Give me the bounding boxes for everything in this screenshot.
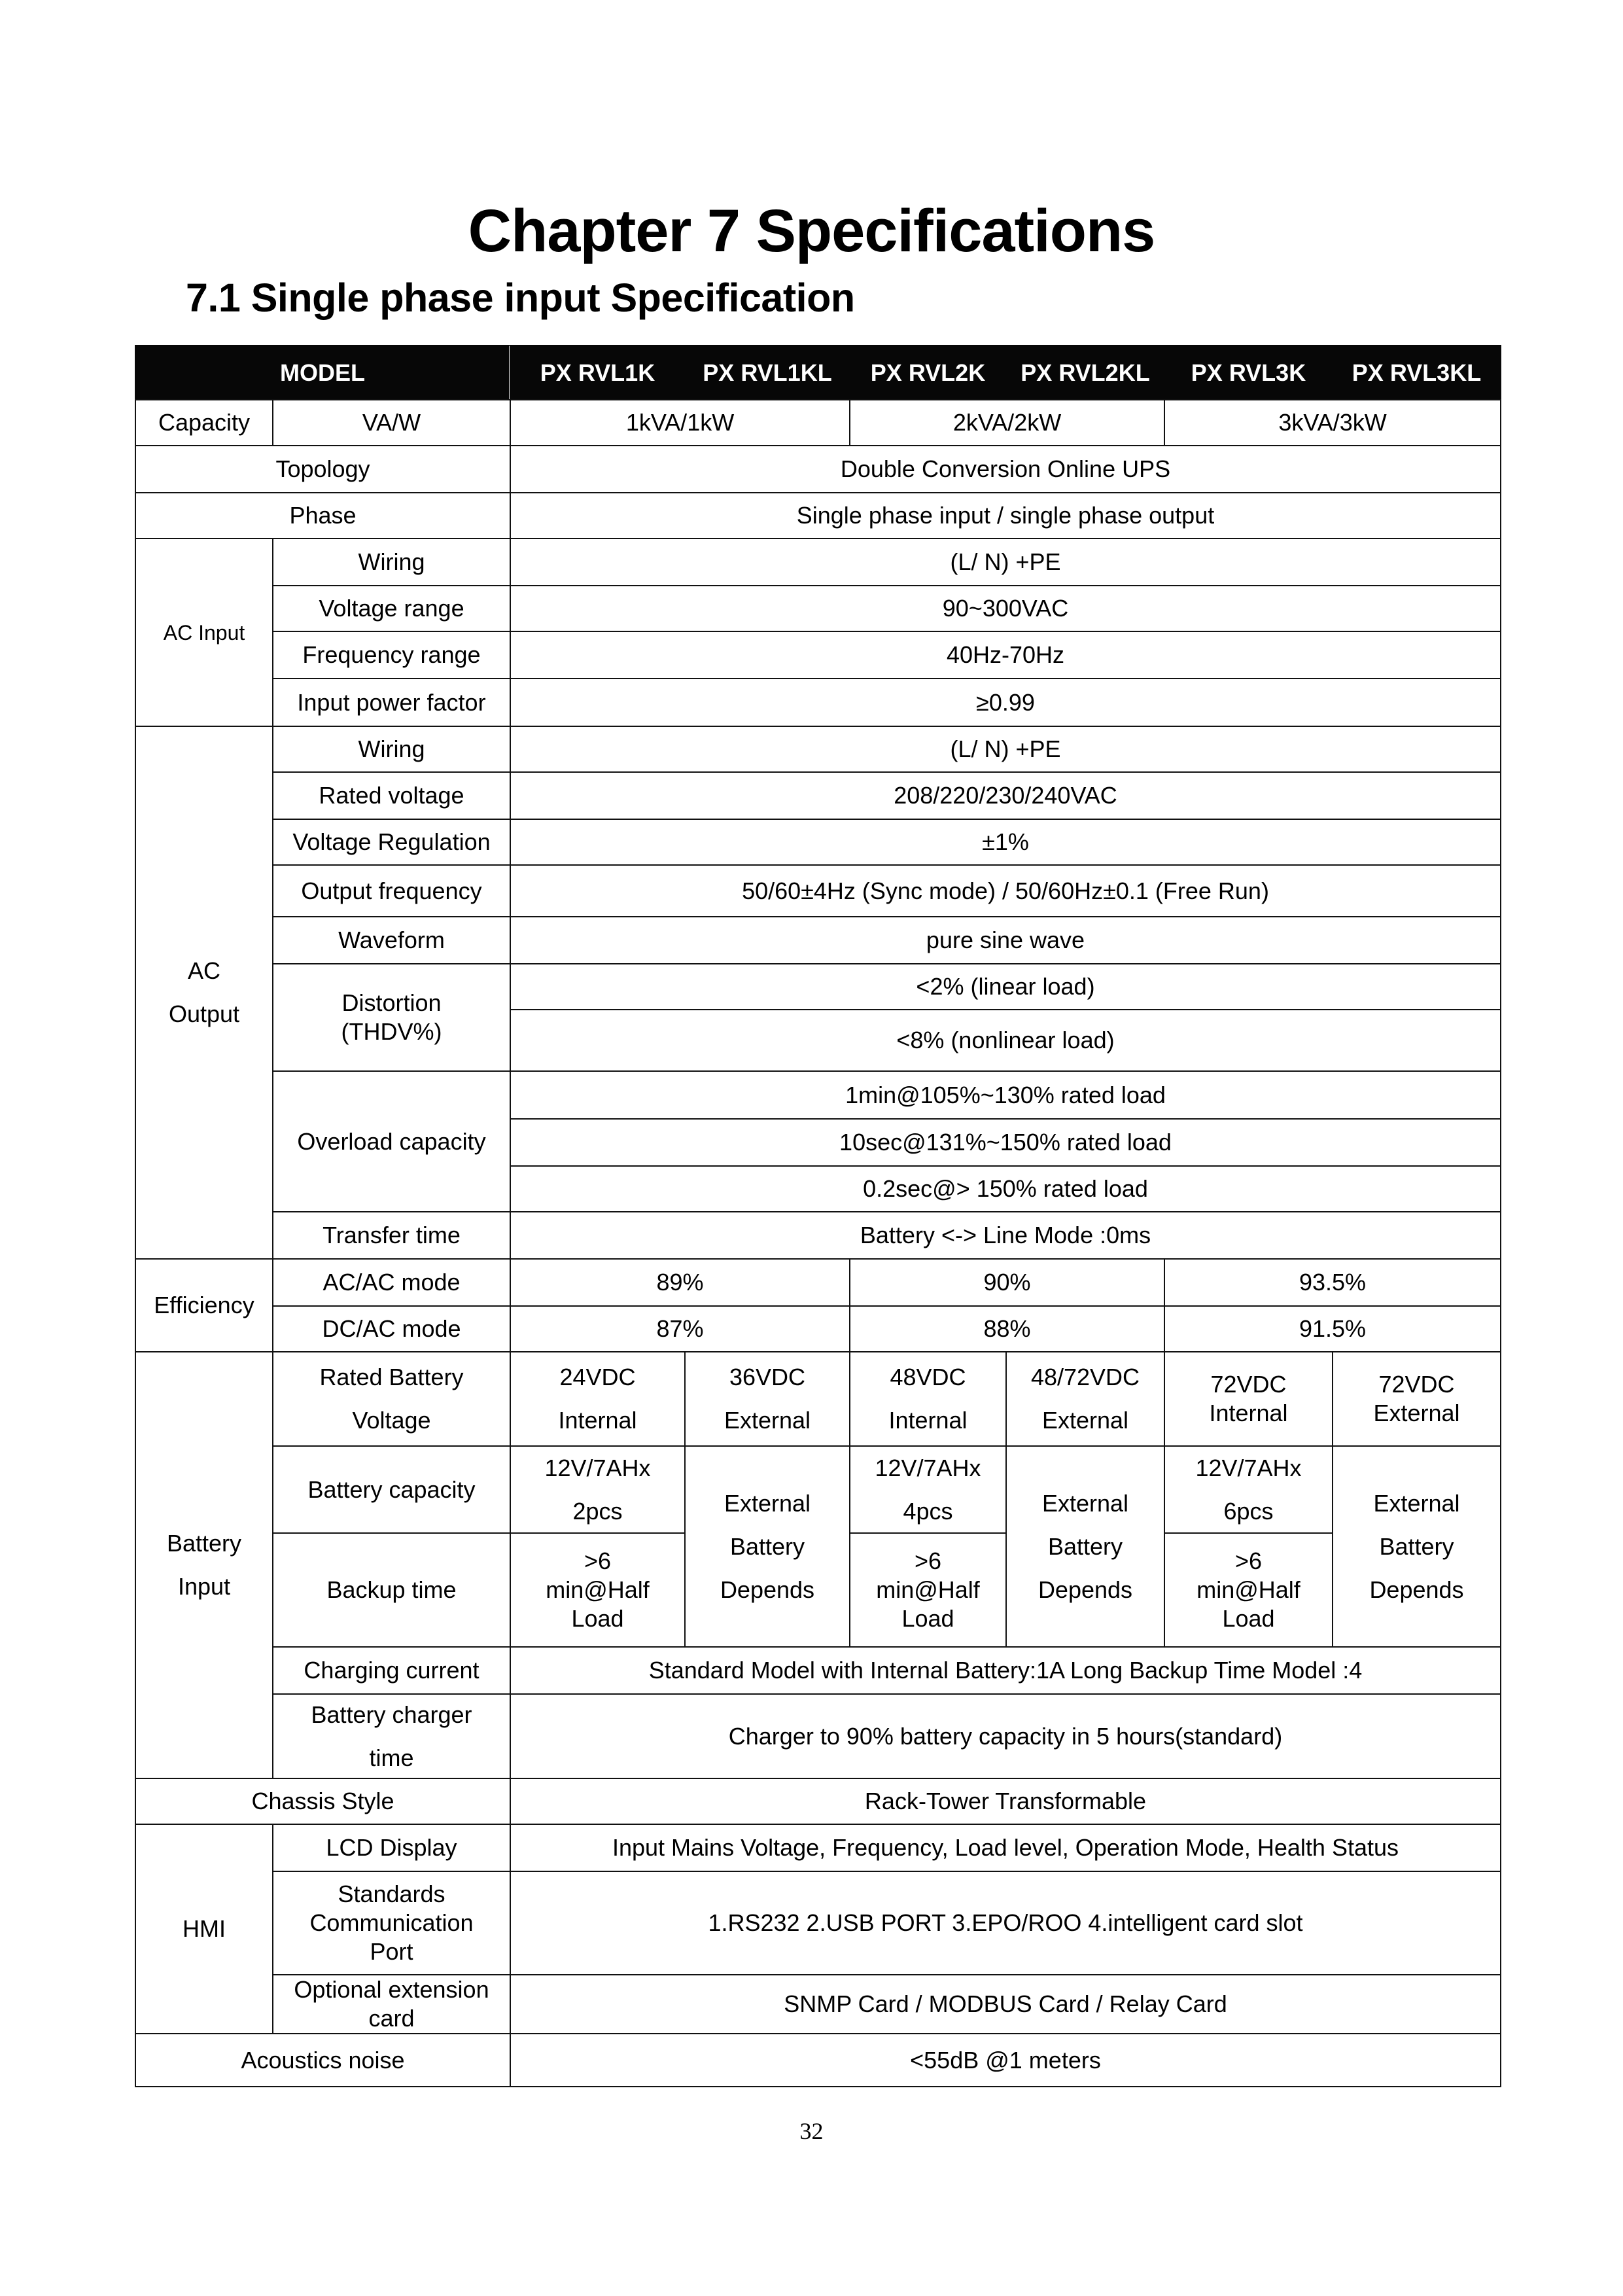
acoustics-noise-label	[135, 2033, 511, 2087]
efficiency-value-text: 87%	[656, 1315, 704, 1342]
ac-input-row-value-text: (L/ N) +PE	[950, 548, 1061, 575]
battery-input-group-label-text: Battery Input	[166, 1530, 242, 1600]
external-battery-value-1	[1005, 1445, 1165, 1648]
capacity-value-2	[1164, 399, 1501, 446]
header-model-4-text: PX RVL3K	[1191, 359, 1306, 386]
header-model-label-text: MODEL	[280, 359, 365, 386]
efficiency-row-label	[272, 1258, 511, 1307]
header-model-0-text: PX RVL1K	[540, 359, 655, 386]
rated-battery-voltage-value-2-text: 48VDC Internal	[888, 1364, 968, 1434]
chapter-title: Chapter 7 Specifications	[468, 198, 1155, 264]
battery-capacity-value-1	[849, 1445, 1007, 1534]
overload-value-0	[510, 1070, 1501, 1120]
ac-input-row-value	[510, 585, 1501, 632]
efficiency-value-text: 93.5%	[1299, 1269, 1367, 1296]
capacity-value-0-text: 1kVA/1kW	[625, 409, 735, 436]
charger-time-value-text: Charger to 90% battery capacity in 5 hours(standard)	[728, 1722, 1283, 1750]
header-model-1-text: PX RVL1KL	[703, 359, 832, 386]
battery-input-group-label	[135, 1351, 273, 1779]
ac-output-row-label-text: Waveform	[338, 927, 445, 953]
ac-output-row-value-text: 50/60±4Hz (Sync mode) / 50/60Hz±0.1 (Free Run)	[742, 877, 1269, 904]
ac-input-row-value-text: 90~300VAC	[942, 595, 1069, 622]
rated-battery-voltage-value-0-text: 24VDC Internal	[558, 1364, 637, 1434]
efficiency-value-text: 91.5%	[1299, 1315, 1367, 1342]
hmi-row-label-text: Standards Communication Port	[309, 1881, 474, 1965]
distortion-value-linear-text: <2% (linear load)	[916, 973, 1095, 1000]
capacity-label	[272, 399, 511, 446]
distortion-value-nonlinear	[510, 1009, 1501, 1072]
hmi-row-value	[510, 1871, 1501, 1975]
rated-battery-voltage-value-2	[849, 1351, 1007, 1447]
battery-capacity-value-2-text: 12V/7AHx 6pcs	[1195, 1454, 1302, 1525]
section-title: 7.1 Single phase input Specification	[186, 275, 855, 320]
charger-time-value	[510, 1693, 1501, 1779]
rated-battery-voltage-value-0	[510, 1351, 686, 1447]
hmi-row-label	[272, 1974, 511, 2034]
ac-input-row-value-text: 40Hz-70Hz	[946, 641, 1065, 668]
acoustics-noise-value-text: <55dB @1 meters	[910, 2046, 1101, 2074]
ac-output-group-label-text: AC Output	[168, 957, 240, 1027]
external-battery-value-2-text: External Battery Depends	[1369, 1489, 1464, 1603]
external-battery-value-0	[684, 1445, 850, 1648]
efficiency-row-label-text: AC/AC mode	[323, 1269, 461, 1296]
overload-value-1-text: 10sec@131%~150% rated load	[839, 1129, 1172, 1156]
charger-time-label-text: Battery charger time	[311, 1701, 472, 1771]
rated-battery-voltage-value-3	[1005, 1351, 1165, 1447]
rated-battery-voltage-value-1-text: 36VDC External	[724, 1364, 811, 1434]
header-model-1	[684, 345, 850, 400]
transfer-time-value-text: Battery <-> Line Mode :0ms	[860, 1222, 1151, 1248]
capacity-value-2-text: 3kVA/3kW	[1278, 409, 1387, 436]
ac-input-row-label-text: Wiring	[358, 548, 425, 575]
phase-label	[135, 492, 511, 539]
charging-current-label-text: Charging current	[304, 1657, 480, 1684]
backup-time-label-text: Backup time	[326, 1576, 457, 1603]
distortion-label-text: Distortion (THDV%)	[341, 989, 442, 1045]
ac-input-row-label-text: Frequency range	[302, 641, 481, 668]
phase-value	[510, 492, 1501, 539]
ac-output-row-label	[272, 771, 511, 820]
header-model-0	[510, 345, 686, 400]
overload-value-1	[510, 1118, 1501, 1167]
ac-output-row-label-text: Output frequency	[301, 877, 482, 904]
header-model-5	[1332, 345, 1501, 400]
efficiency-group-label-text: Efficiency	[154, 1292, 254, 1318]
ac-output-row-value	[510, 916, 1501, 964]
efficiency-value-text: 88%	[983, 1315, 1031, 1342]
ac-output-row-label	[272, 864, 511, 917]
backup-time-value-0	[510, 1532, 686, 1648]
backup-time-value-1-text: >6 min@Half Load	[876, 1547, 980, 1632]
efficiency-value	[510, 1258, 850, 1307]
rated-battery-voltage-value-1	[684, 1351, 850, 1447]
hmi-row-value-text: 1.RS232 2.USB PORT 3.EPO/ROO 4.intelligent card slot	[708, 1909, 1303, 1936]
overload-value-0-text: 1min@105%~130% rated load	[845, 1081, 1166, 1108]
rated-battery-voltage-value-5-text: 72VDC External	[1373, 1371, 1460, 1426]
backup-time-label	[272, 1532, 511, 1648]
ac-input-group-label	[135, 538, 273, 727]
capacity-group-label	[135, 399, 273, 446]
overload-value-2-text: 0.2sec@> 150% rated load	[863, 1175, 1148, 1202]
backup-time-value-2	[1164, 1532, 1333, 1648]
rated-battery-voltage-value-4	[1164, 1351, 1333, 1447]
efficiency-value	[849, 1258, 1165, 1307]
topology-value-text: Double Conversion Online UPS	[840, 455, 1171, 482]
rated-battery-voltage-value-4-text: 72VDC Internal	[1209, 1371, 1288, 1426]
hmi-group-label-text: HMI	[183, 1915, 226, 1942]
header-model-2	[849, 345, 1007, 400]
rated-battery-voltage-value-3-text: 48/72VDC External	[1030, 1364, 1140, 1434]
rated-battery-voltage-label	[272, 1351, 511, 1447]
external-battery-value-1-text: External Battery Depends	[1038, 1489, 1133, 1603]
backup-time-value-0-text: >6 min@Half Load	[546, 1547, 650, 1632]
topology-label	[135, 445, 511, 493]
battery-capacity-value-2	[1164, 1445, 1333, 1534]
header-model-5-text: PX RVL3KL	[1352, 359, 1482, 386]
ac-input-row-value	[510, 538, 1501, 586]
ac-input-row-label	[272, 678, 511, 727]
ac-input-row-value	[510, 678, 1501, 727]
hmi-row-label-text: LCD Display	[326, 1834, 457, 1861]
distortion-value-linear	[510, 963, 1501, 1010]
ac-input-row-value-text: ≥0.99	[976, 688, 1035, 716]
hmi-row-value-text: Input Mains Voltage, Frequency, Load level, Operation Mode, Health Status	[612, 1834, 1399, 1861]
ac-output-row-label-text: Rated voltage	[319, 782, 464, 809]
hmi-row-label	[272, 1824, 511, 1872]
battery-capacity-value-0	[510, 1445, 686, 1534]
ac-output-row-label	[272, 916, 511, 964]
transfer-time-label-text: Transfer time	[323, 1222, 461, 1248]
header-model-4	[1164, 345, 1333, 400]
ac-output-row-value	[510, 864, 1501, 917]
transfer-time-value	[510, 1211, 1501, 1260]
efficiency-value	[1164, 1258, 1501, 1307]
acoustics-noise-label-text: Acoustics noise	[241, 2046, 405, 2074]
page-number: 32	[799, 2118, 824, 2144]
ac-input-row-label-text: Input power factor	[297, 688, 486, 716]
efficiency-row-label-text: DC/AC mode	[322, 1315, 461, 1342]
ac-input-group-label-text: AC Input	[163, 620, 245, 645]
backup-time-value-1	[849, 1532, 1007, 1648]
header-model-2-text: PX RVL2K	[870, 359, 986, 386]
battery-capacity-value-0-text: 12V/7AHx 2pcs	[544, 1454, 651, 1525]
battery-capacity-value-1-text: 12V/7AHx 4pcs	[875, 1454, 981, 1525]
ac-output-row-value-text: 208/220/230/240VAC	[894, 782, 1117, 809]
overload-label	[272, 1070, 511, 1212]
ac-output-row-value	[510, 726, 1501, 773]
chassis-style-label-text: Chassis Style	[251, 1788, 394, 1814]
external-battery-value-0-text: External Battery Depends	[720, 1489, 815, 1603]
ac-output-row-value-text: (L/ N) +PE	[950, 735, 1061, 762]
efficiency-value	[510, 1305, 850, 1352]
efficiency-value	[1164, 1305, 1501, 1352]
charging-current-value	[510, 1646, 1501, 1695]
chassis-style-label	[135, 1778, 511, 1825]
hmi-row-label-text: Optional extension card	[294, 1976, 489, 2032]
hmi-row-label	[272, 1871, 511, 1975]
ac-output-row-label	[272, 819, 511, 866]
ac-output-row-label	[272, 726, 511, 773]
overload-label-text: Overload capacity	[297, 1127, 486, 1155]
efficiency-value-text: 89%	[656, 1269, 704, 1296]
efficiency-group-label	[135, 1258, 273, 1352]
charging-current-value-text: Standard Model with Internal Battery:1A Long Backup Time Model :4	[648, 1657, 1363, 1684]
acoustics-noise-value	[510, 2033, 1501, 2087]
transfer-time-label	[272, 1211, 511, 1260]
efficiency-value	[849, 1305, 1165, 1352]
ac-output-group-label	[135, 726, 273, 1260]
ac-output-row-value-text: ±1%	[982, 828, 1029, 855]
header-model-3-text: PX RVL2KL	[1021, 359, 1150, 386]
battery-capacity-label-text: Battery capacity	[307, 1475, 476, 1503]
hmi-row-value	[510, 1824, 1501, 1872]
charger-time-label	[272, 1693, 511, 1779]
charging-current-label	[272, 1646, 511, 1695]
phase-label-text: Phase	[289, 502, 357, 529]
capacity-label-text: VA/W	[362, 409, 421, 436]
ac-output-row-label-text: Wiring	[358, 735, 425, 762]
topology-label-text: Topology	[275, 455, 370, 482]
header-model-label	[135, 345, 511, 400]
ac-input-row-label	[272, 631, 511, 679]
ac-input-row-label-text: Voltage range	[319, 595, 464, 622]
hmi-row-value	[510, 1974, 1501, 2034]
distortion-value-nonlinear-text: <8% (nonlinear load)	[896, 1027, 1115, 1053]
ac-output-row-label-text: Voltage Regulation	[292, 828, 491, 855]
ac-input-row-label	[272, 585, 511, 632]
backup-time-value-2-text: >6 min@Half Load	[1196, 1547, 1300, 1632]
ac-input-row-label	[272, 538, 511, 586]
phase-value-text: Single phase input / single phase output	[796, 502, 1215, 529]
ac-input-row-value	[510, 631, 1501, 679]
hmi-group-label	[135, 1824, 273, 2034]
overload-value-2	[510, 1165, 1501, 1212]
capacity-value-1-text: 2kVA/2kW	[952, 409, 1062, 436]
ac-output-row-value	[510, 771, 1501, 820]
distortion-label	[272, 963, 511, 1072]
chassis-style-value	[510, 1778, 1501, 1825]
rated-battery-voltage-value-5	[1332, 1351, 1501, 1447]
capacity-value-0	[510, 399, 850, 446]
rated-battery-voltage-label-text: Rated Battery Voltage	[319, 1364, 464, 1434]
capacity-group-label-text: Capacity	[158, 409, 251, 436]
efficiency-row-label	[272, 1305, 511, 1352]
battery-capacity-label	[272, 1445, 511, 1534]
chassis-style-value-text: Rack-Tower Transformable	[864, 1788, 1147, 1814]
external-battery-value-2	[1332, 1445, 1501, 1648]
header-model-3	[1005, 345, 1165, 400]
efficiency-value-text: 90%	[983, 1269, 1031, 1296]
capacity-value-1	[849, 399, 1165, 446]
ac-output-row-value-text: pure sine wave	[926, 927, 1085, 953]
hmi-row-value-text: SNMP Card / MODBUS Card / Relay Card	[784, 1990, 1227, 2017]
ac-output-row-value	[510, 819, 1501, 866]
topology-value	[510, 445, 1501, 493]
